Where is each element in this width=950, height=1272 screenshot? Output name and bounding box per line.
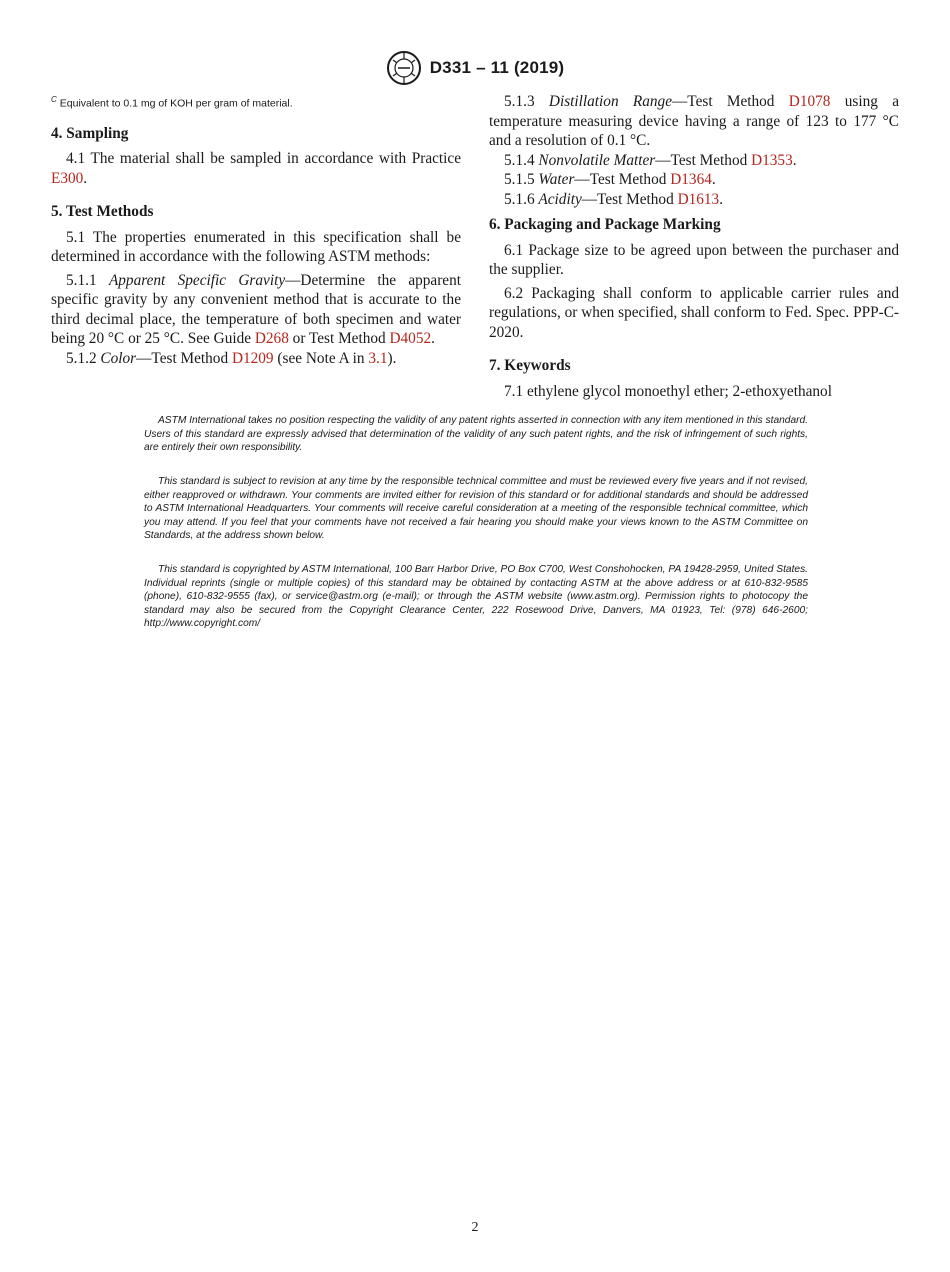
right-column xyxy=(489,92,899,405)
ref-link-d268[interactable]: D268 xyxy=(254,330,289,347)
section-heading-sampling: 4. Sampling xyxy=(51,124,129,142)
paragraph-5-1-3: 5.1.3 Distillation Range—Test Method D1078 using a temperature measuring device having a range of 123 to 177 °C and a resolution of 0.1 °C. xyxy=(489,93,899,149)
paragraph-7-1: 7.1 ethylene glycol monoethyl ether; 2-ethoxyethanol xyxy=(504,382,832,400)
patent-notice: ASTM International takes no position respecting the validity of any patent rights asserted in connection with any item mentioned in this standard. Users of this standard are expressly advised that determination of the validity of any such patent rights, and the risk of infringement of such rights, are entirely their own responsibility. xyxy=(144,415,808,454)
footnote-mark: C xyxy=(51,95,57,104)
document-designation: D331 – 11 (2019) xyxy=(429,58,565,77)
ref-link-3-1[interactable]: 3.1 xyxy=(368,349,388,367)
ref-link-d1078[interactable]: D1078 xyxy=(788,93,831,110)
revision-notice: This standard is subject to revision at any time by the responsible technical committee and must be reviewed every five years and if not revised, either reapproved or withdrawn. Your comments are invited either for revision of this standard or for additional standards and should be addressed to ASTM International Headquarters. Your comments will receive careful consideration at a meeting of the responsible technical committee, which you may attend. If you feel that your comments have not received a fair hearing you should make your views known to the ASTM Committee on Standards, at the address shown below. xyxy=(144,476,808,542)
page-number: 2 xyxy=(471,1220,479,1235)
paragraph-4-1: 4.1 The material shall be sampled in accordance with Practice E300. xyxy=(51,150,461,187)
ref-link-d1353[interactable]: D1353 xyxy=(751,151,793,169)
left-column xyxy=(51,92,461,372)
paragraph-5-1-5: 5.1.5 Water—Test Method D1364. xyxy=(504,171,716,188)
section-heading-keywords: 7. Keywords xyxy=(489,357,571,374)
paragraph-5-1-6: 5.1.6 Acidity—Test Method D1613. xyxy=(504,190,724,208)
ref-link-d1364[interactable]: D1364 xyxy=(670,171,712,188)
page-header xyxy=(0,50,950,86)
ref-link-d4052[interactable]: D4052 xyxy=(389,330,432,347)
astm-logo-icon xyxy=(386,50,422,86)
paragraph-5-1: 5.1 The properties enumerated in this specification shall be determined in accordance with the following ASTM methods: xyxy=(51,228,461,265)
paragraph-5-1-1: 5.1.1 Apparent Specific Gravity—Determine the apparent specific gravity by any convenient method that is accurate to the third decimal place, the temperature of both specimen and water being 20 °C or 25 °C. See Guide D268 or Test Method D4052. xyxy=(51,271,461,347)
ref-link-e300[interactable]: E300 xyxy=(51,169,84,187)
footnote-text: Equivalent to 0.1 mg of KOH per gram of material. xyxy=(59,97,293,110)
ref-link-d1209[interactable]: D1209 xyxy=(231,349,274,367)
footnote xyxy=(51,92,461,112)
paragraph-6-2: 6.2 Packaging shall conform to applicable carrier rules and regulations, or when specified, shall conform to Fed. Spec. PPP-C-2020. xyxy=(489,284,899,341)
section-heading-packaging: 6. Packaging and Package Marking xyxy=(489,216,721,233)
paragraph-5-1-2: 5.1.2 Color—Test Method D1209 (see Note A in 3.1). xyxy=(66,349,397,367)
paragraph-6-1: 6.1 Package size to be agreed upon between the purchaser and the supplier. xyxy=(489,241,899,278)
ref-link-d1613[interactable]: D1613 xyxy=(677,190,720,208)
copyright-notice: This standard is copyrighted by ASTM International, 100 Barr Harbor Drive, PO Box C700, West Conshohocken, PA 19428-2959, United States. Individual reprints (single or multiple copies) of this standard may be obtained by contacting ASTM at the above address or at 610-832-9585 (phone), 610-832-9555 (fax), or service@astm.org (e-mail); or through the ASTM website (www.astm.org). Permission rights to photocopy the standard may also be secured from the Copyright Clearance Center, 222 Rosewood Drive, Danvers, MA 01923, Tel: (978) 646-2600; http://www.copyright.com/ xyxy=(144,564,808,630)
section-heading-test-methods: 5. Test Methods xyxy=(51,203,154,220)
paragraph-5-1-4: 5.1.4 Nonvolatile Matter—Test Method D1353. xyxy=(504,151,797,169)
